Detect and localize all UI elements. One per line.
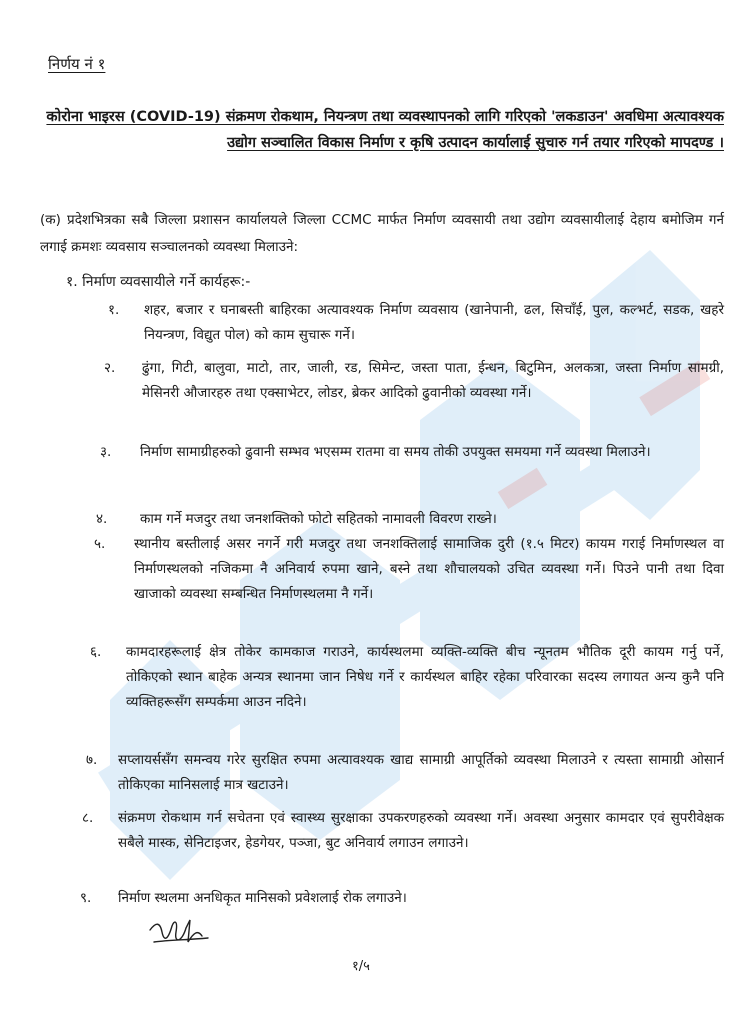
item-text: सप्लायर्ससँग समन्वय गरेर सुरक्षित रुपमा अत्यावश्यक खाद्य सामाग्री आपूर्तिको व्यवस्था मिलाउने र त्यस्ता सामाग्री ओसार्न तोकिएका मानिसलाई मात्र खटाउने।	[118, 752, 724, 793]
item-text: काम गर्ने मजदुर तथा जनशक्तिको फोटो सहितको नामावली विवरण राख्ने।	[140, 511, 497, 527]
list-item	[94, 532, 724, 632]
item-number: ७.	[86, 752, 98, 768]
document-heading	[30, 104, 724, 156]
list-item	[100, 440, 724, 490]
list-item	[90, 640, 724, 740]
list-item	[82, 806, 724, 881]
decision-number: निर्णय नं १	[48, 55, 106, 73]
item-text: निर्माण सामाग्रीहरुको ढुवानी सम्भव भएसम्म रातमा वा समय तोकी उपयुक्त समयमा गर्ने व्यवस्था मिलाउने।	[140, 444, 651, 460]
section-title: १. निर्माण व्यवसायीले गर्ने कार्यहरू:-	[66, 274, 251, 290]
item-text: संक्रमण रोकथाम गर्न सचेतना एवं स्वास्थ्य सुरक्षाका उपकरणहरुको व्यवस्था गर्ने। अवस्था अनुसार कामदार एवं सुपरीवेक्षक सबैले मास्क, सेनिटाइजर, हेडगेयर, पञ्जा, बुट अनिवार्य लगाउन लगाउने।	[118, 810, 724, 851]
list-item	[80, 886, 724, 911]
item-number: ५.	[94, 536, 106, 552]
item-number: ९.	[80, 890, 92, 906]
item-number: ४.	[96, 511, 108, 527]
handwritten-signature-icon	[146, 912, 216, 956]
item-text: शहर, बजार र घनाबस्ती बाहिरका अत्यावश्यक निर्माण व्यवसाय (खानेपानी, ढल, सिचाँई, पुल, कल्भर्ट, सडक, खहरे नियन्त्रण, विद्युत पोल) को काम सुचारू गर्ने।	[144, 302, 724, 343]
item-number: २.	[104, 360, 116, 376]
item-text: ढुंगा, गिटी, बालुवा, माटो, तार, जाली, रड, सिमेन्ट, जस्ता पाता, ईन्धन, बिटुमिन, अलकत्रा, जस्ता निर्माण सामग्री, मेसिनरी औजारहरु तथा एक्साभेटर, लोडर, ब्रेकर आदिको ढुवानीको व्यवस्था गर्ने।	[142, 360, 724, 401]
heading-text: कोरोना भाइरस (COVID-19) संक्रमण रोकथाम, नियन्त्रण तथा व्यवस्थापनको लागि गरिएको 'लकडाउन' अवधिमा अत्यावश्यक उद्योग सञ्चालित विकास निर्माण र कृषि उत्पादन कार्यालाई सुचारु गर्न तयार गरिएको मापदण्ड ।	[46, 109, 724, 151]
item-number: ३.	[100, 444, 112, 460]
page-number: १/५	[352, 959, 370, 974]
intro-paragraph: (क) प्रदेशभित्रका सबै जिल्ला प्रशासन कार्यालयले जिल्ला CCMC मार्फत निर्माण व्यवसायी तथा उद्योग व्यवसायीलाई देहाय बमोजिम गर्न लगाई क्रमशः व्यवसाय सञ्चालनको व्यवस्था मिलाउने:	[40, 212, 724, 255]
list-item	[86, 748, 724, 798]
item-number: १.	[108, 302, 120, 318]
item-text: निर्माण स्थलमा अनधिकृत मानिसको प्रवेशलाई रोक लगाउने।	[118, 890, 407, 906]
list-item	[104, 356, 724, 431]
item-number: ६.	[90, 644, 102, 660]
item-text: स्थानीय बस्तीलाई असर नगर्ने गरी मजदुर तथा जनशक्तिलाई सामाजिक दुरी (१.५ मिटर) कायम गराई निर्माणस्थल वा निर्माणस्थलको नजिकमा नै अनिवार्य रुपमा खाने, बस्ने तथा शौचालयको उचित व्यवस्था गर्ने। पिउने पानी तथा दिवा खाजाको व्यवस्था सम्बन्धित निर्माणस्थलमा नै गर्ने।	[134, 536, 724, 602]
list-item	[108, 298, 724, 348]
item-text: कामदारहरूलाई क्षेत्र तोकेर कामकाज गराउने, कार्यस्थलमा व्यक्ति-व्यक्ति बीच न्यूनतम भौतिक दूरी कायम गर्नु पर्ने, तोकिएको स्थान बाहेक अन्यत्र स्थानमा जान निषेध गर्ने र कार्यस्थल बाहिर रहेका परिवारका सदस्य लगायत अन्य कुनै पनि व्यक्तिहरूसँग सम्पर्कमा आउन नदिने।	[126, 644, 724, 710]
list-item	[96, 507, 724, 532]
item-number: ८.	[82, 810, 94, 826]
